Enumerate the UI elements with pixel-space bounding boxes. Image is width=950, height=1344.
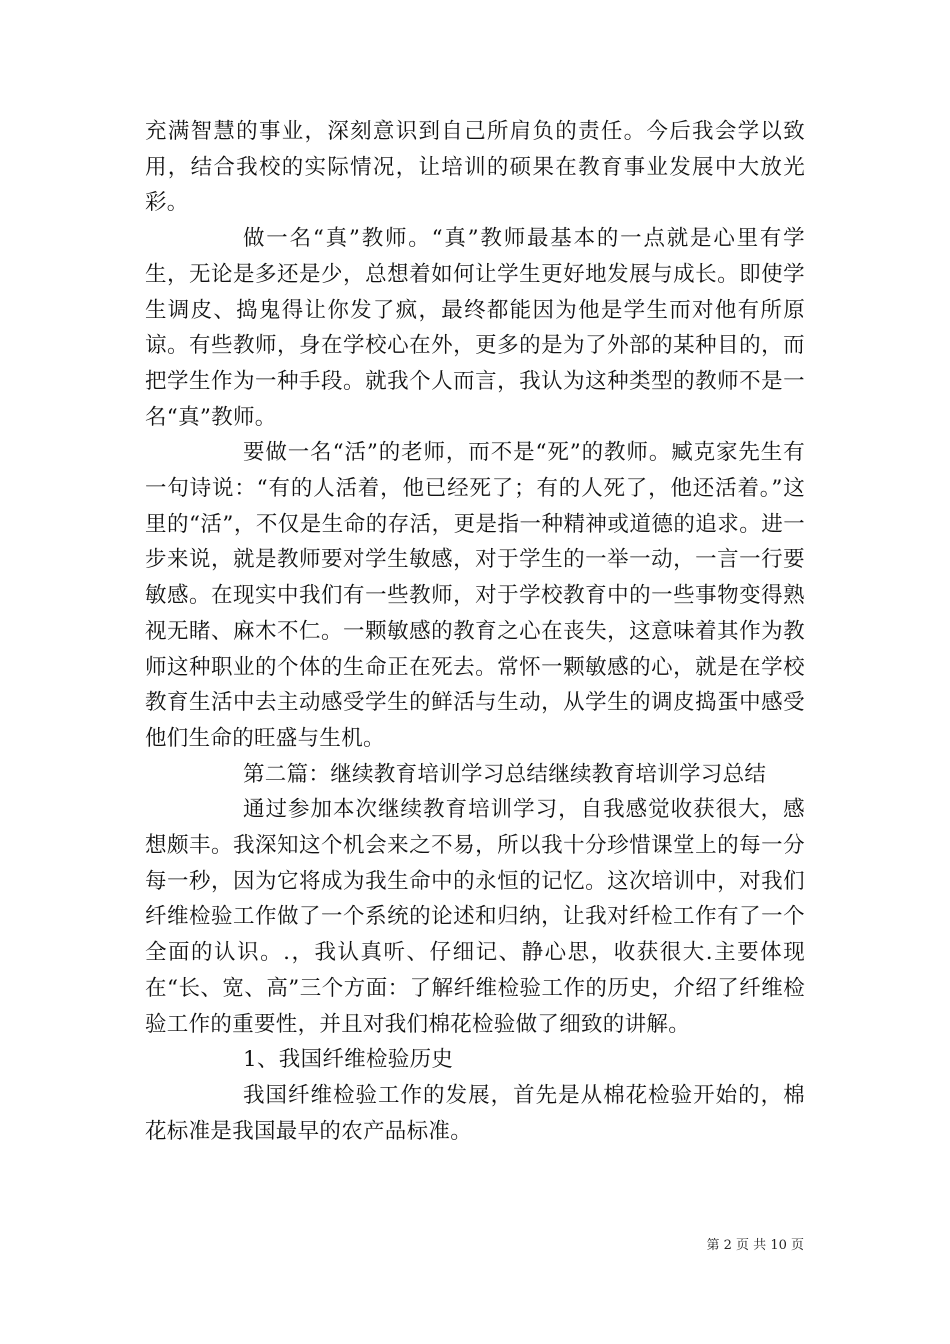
paragraph-3: 要做一名“活”的老师，而不是“死”的教师。臧克家先生有一句诗说：“有的人活着，他已经死了；有的人死了，他还活着。”这里的“活”，不仅是生命的存活，更是指一种精神或道德的追求。进一步来说，就是教师要对学生敏感，对于学生的一举一动，一言一行要敏感。在现实中我们有一些教师，对于学校教育中的一些事物变得熟视无睹、麻木不仁。一颗敏感的教育之心在丧失，这意味着其作为教师这种职业的个体的生命正在死去。常怀一颗敏感的心，就是在学校教育生活中去主动感受学生的鲜活与生动，从学生的调皮捣蛋中感受他们生命的旺盛与生机。 [145, 440, 805, 751]
paragraph-1: 充满智慧的事业，深刻意识到自己所肩负的责任。今后我会学以致用，结合我校的实际情况，让培训的硕果在教育事业发展中大放光彩。 [145, 119, 805, 216]
section-heading-2: 第二篇：继续教育培训学习总结继续教育培训学习总结 [243, 761, 767, 787]
subheading-1: 1、我国纤维检验历史 [243, 1047, 454, 1073]
paragraph-4: 通过参加本次继续教育培训学习，自我感觉收获很大，感想颇丰。我深知这个机会来之不易，所以我十分珍惜课堂上的每一分每一秒，因为它将成为我生命中的永恒的记忆。这次培训中，对我们纤维检验工作做了一个系统的论述和归纳，让我对纤检工作有了一个全面的认识。.，我认真听、仔细记、静心思，收获很大.主要体现在“长、宽、高”三个方面：了解纤维检验工作的历史，介绍了纤维检验工作的重要性，并且对我们棉花检验做了细致的讲解。 [145, 797, 805, 1037]
document-body [145, 114, 805, 1149]
paragraph-2: 做一名“真”教师。“真”教师最基本的一点就是心里有学生，无论是多还是少，总想着如何让学生更好地发展与成长。即使学生调皮、捣鬼得让你发了疯，最终都能因为他是学生而对他有所原谅。有些教师，身在学校心在外，更多的是为了外部的某种目的，而把学生作为一种手段。就我个人而言，我认为这种类型的教师不是一名“真”教师。 [145, 226, 805, 430]
paragraph-5: 我国纤维检验工作的发展，首先是从棉花检验开始的，棉花标准是我国最早的农产品标准。 [145, 1082, 805, 1144]
page-number-footer: 第 2 页 共 10 页 [706, 1238, 804, 1253]
